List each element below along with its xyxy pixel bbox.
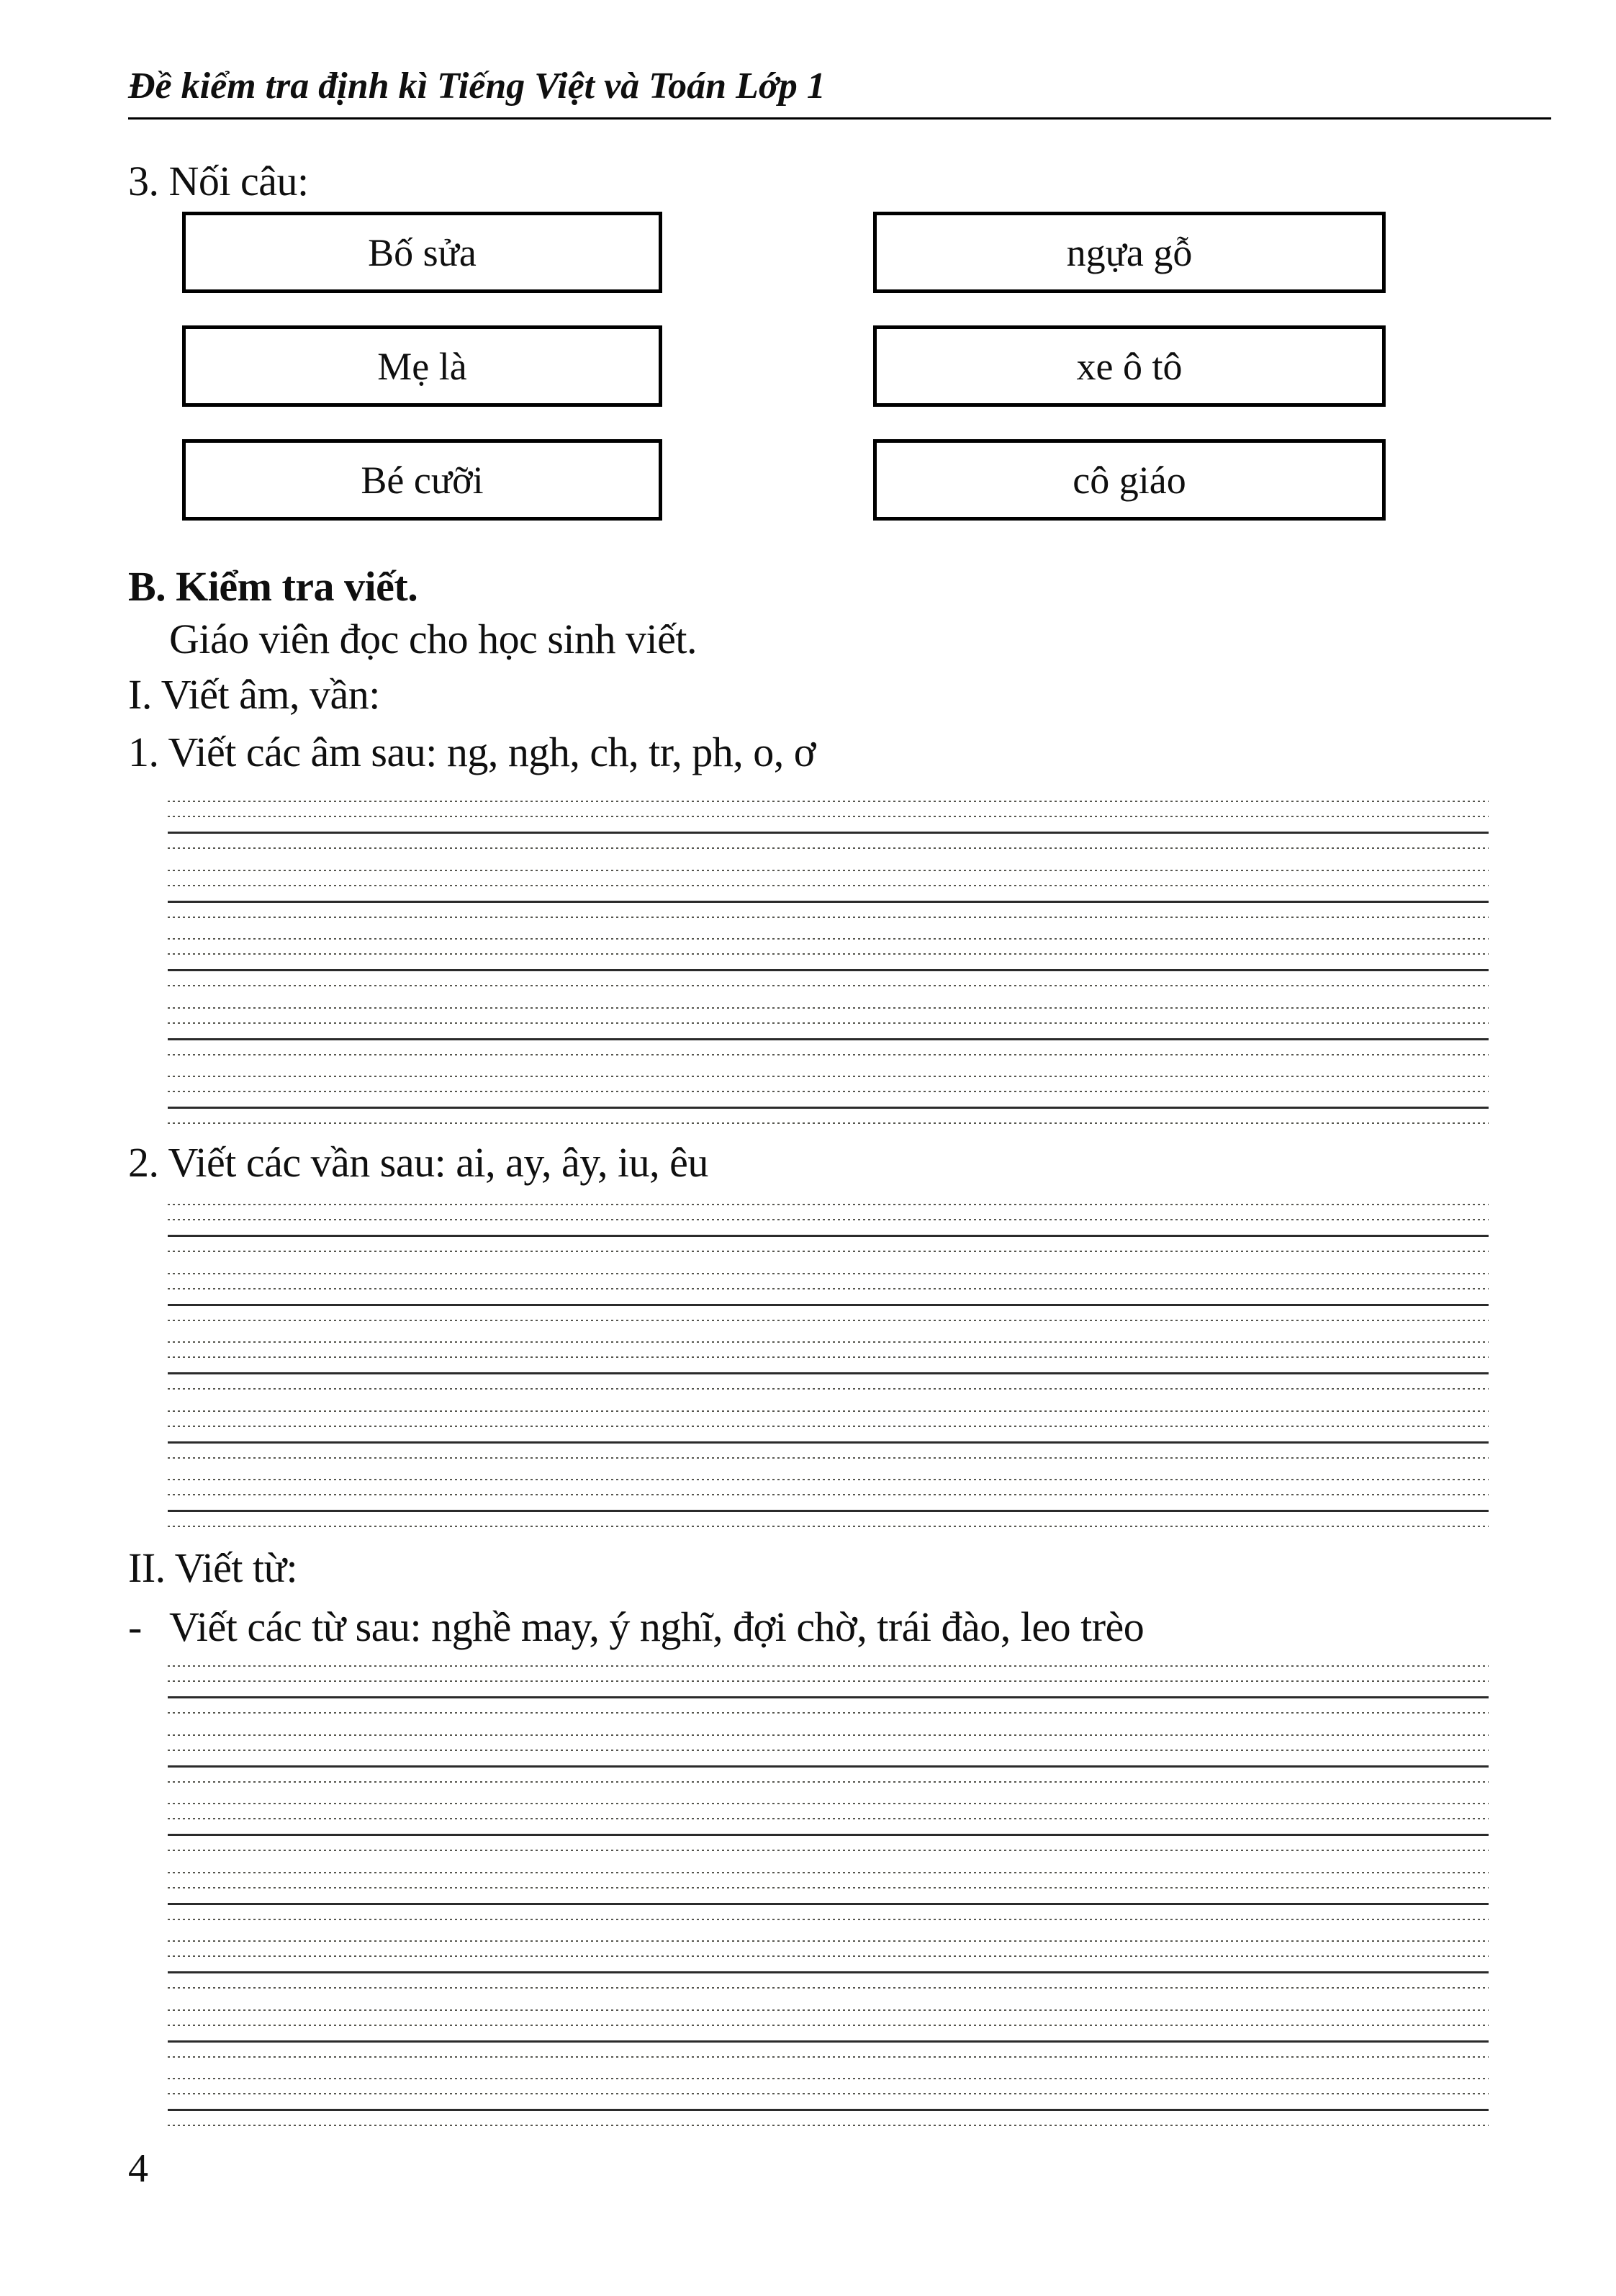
match-box-left-1-label: Bố sửa — [368, 230, 477, 274]
writing-line-dotted — [168, 1204, 1489, 1205]
writing-line-dotted — [168, 1940, 1489, 1942]
match-box-left-2 — [182, 325, 662, 407]
writing-line-dotted — [168, 1273, 1489, 1274]
writing-line-dotted — [168, 2056, 1489, 2058]
writing-line-solid — [168, 1441, 1489, 1444]
writing-line-solid — [168, 832, 1489, 834]
match-box-right-1 — [873, 212, 1386, 293]
section-b-subtitle: Giáo viên đọc cho học sinh viết. — [169, 616, 697, 662]
writing-line-dotted — [168, 1494, 1489, 1495]
writing-line-dotted — [168, 938, 1489, 940]
writing-line-dotted — [168, 1818, 1489, 1819]
writing-line-solid — [168, 2109, 1489, 2111]
match-box-right-1-label: ngựa gỗ — [1066, 230, 1193, 274]
writing-line-solid — [168, 1304, 1489, 1306]
match-box-left-1 — [182, 212, 662, 293]
writing-line-dotted — [168, 1803, 1489, 1804]
writing-line-dotted — [168, 1426, 1489, 1427]
writing-line-dotted — [168, 1750, 1489, 1751]
writing-line-solid — [168, 1038, 1489, 1040]
writing-lines-block-1 — [168, 801, 1489, 1125]
header-rule — [128, 117, 1551, 120]
writing-line-dotted — [168, 2125, 1489, 2126]
writing-line-dotted — [168, 1919, 1489, 1920]
writing-line-dotted — [168, 1457, 1489, 1459]
writing-line-solid — [168, 969, 1489, 971]
writing-line-solid — [168, 1765, 1489, 1768]
writing-line-dotted — [168, 1320, 1489, 1321]
writing-line-dotted — [168, 1054, 1489, 1055]
writing-lines-block-2 — [168, 1204, 1489, 1528]
writing-line-solid — [168, 1510, 1489, 1512]
part2-dash: - — [128, 1603, 142, 1650]
writing-line-solid — [168, 1372, 1489, 1374]
writing-line-solid — [168, 1107, 1489, 1109]
writing-line-dotted — [168, 1410, 1489, 1412]
writing-line-dotted — [168, 1076, 1489, 1077]
match-box-right-3 — [873, 439, 1386, 521]
part2-title: II. Viết từ: — [128, 1544, 298, 1591]
writing-line-solid — [168, 1971, 1489, 1973]
writing-line-dotted — [168, 917, 1489, 918]
writing-line-dotted — [168, 1712, 1489, 1714]
writing-line-dotted — [168, 953, 1489, 955]
writing-line-dotted — [168, 2078, 1489, 2079]
writing-line-dotted — [168, 1987, 1489, 1989]
writing-line-dotted — [168, 1356, 1489, 1358]
writing-line-dotted — [168, 1219, 1489, 1220]
writing-line-dotted — [168, 1665, 1489, 1667]
writing-line-dotted — [168, 1955, 1489, 1957]
page-number: 4 — [128, 2146, 148, 2191]
writing-line-dotted — [168, 1388, 1489, 1390]
writing-line-dotted — [168, 1091, 1489, 1092]
writing-line-dotted — [168, 885, 1489, 886]
writing-line-dotted — [168, 1781, 1489, 1783]
match-box-right-2 — [873, 325, 1386, 407]
writing-line-solid — [168, 1696, 1489, 1698]
writing-line-solid — [168, 1235, 1489, 1237]
page-header-title: Đề kiểm tra định kì Tiếng Việt và Toán Lớp 1 — [128, 66, 826, 107]
writing-lines-block-3 — [168, 1665, 1489, 2127]
writing-line-dotted — [168, 801, 1489, 802]
part1-item1: 1. Viết các âm sau: ng, ngh, ch, tr, ph, o, ơ — [128, 729, 816, 775]
writing-line-dotted — [168, 2025, 1489, 2026]
writing-line-dotted — [168, 1288, 1489, 1289]
writing-line-dotted — [168, 1872, 1489, 1873]
writing-line-dotted — [168, 1122, 1489, 1124]
match-box-right-3-label: cô giáo — [1073, 458, 1186, 502]
writing-line-solid — [168, 2040, 1489, 2043]
match-box-left-3 — [182, 439, 662, 521]
writing-line-dotted — [168, 1251, 1489, 1252]
writing-line-dotted — [168, 1887, 1489, 1888]
writing-line-dotted — [168, 1341, 1489, 1343]
writing-line-solid — [168, 1834, 1489, 1836]
part2-item: Viết các từ sau: nghề may, ý nghĩ, đợi chờ, trái đào, leo trèo — [169, 1603, 1145, 1650]
writing-line-dotted — [168, 847, 1489, 849]
part1-title: I. Viết âm, vần: — [128, 671, 380, 718]
section-b-title: B. Kiểm tra viết. — [128, 563, 418, 610]
exercise3-label: 3. Nối câu: — [128, 158, 309, 204]
match-box-left-3-label: Bé cưỡi — [361, 458, 484, 502]
writing-line-dotted — [168, 2093, 1489, 2094]
writing-line-solid — [168, 1903, 1489, 1905]
writing-line-dotted — [168, 985, 1489, 986]
part1-item2: 2. Viết các vần sau: ai, ay, ây, iu, êu — [128, 1139, 708, 1186]
writing-line-dotted — [168, 1680, 1489, 1682]
writing-line-dotted — [168, 1022, 1489, 1024]
writing-line-solid — [168, 901, 1489, 903]
writing-line-dotted — [168, 1734, 1489, 1736]
match-box-right-2-label: xe ô tô — [1076, 344, 1183, 388]
writing-line-dotted — [168, 1007, 1489, 1009]
writing-line-dotted — [168, 1526, 1489, 1527]
writing-line-dotted — [168, 1850, 1489, 1851]
writing-line-dotted — [168, 816, 1489, 817]
writing-line-dotted — [168, 1479, 1489, 1480]
writing-line-dotted — [168, 2009, 1489, 2011]
match-box-left-2-label: Mẹ là — [377, 344, 467, 388]
writing-line-dotted — [168, 870, 1489, 871]
